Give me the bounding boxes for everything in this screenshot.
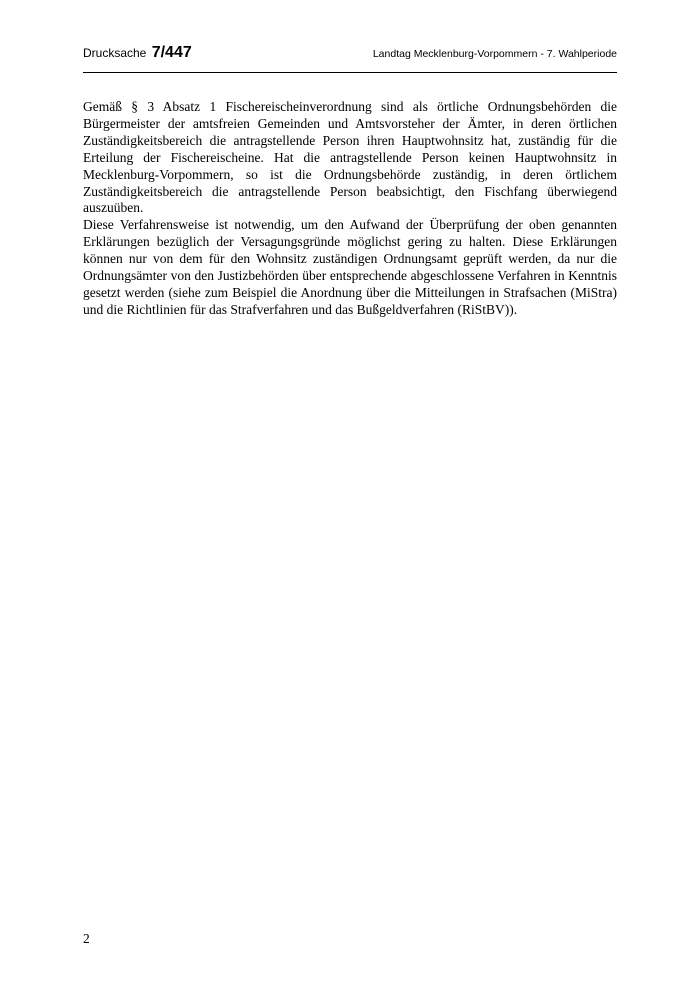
header-divider bbox=[83, 72, 617, 73]
drucksache-reference bbox=[83, 42, 192, 64]
drucksache-number: 7/447 bbox=[151, 44, 192, 61]
paragraph-responsibility: Gemäß § 3 Absatz 1 Fischereischeinverordnung sind als örtliche Ordnungsbehörden die Bürgermeister der amtsfreien Gemeinden und Amtsvorsteher der Ämter, in deren örtlichen Zuständigkeitsbereich die antragstellende Person ihren Hauptwohnsitz hat, zuständig für die Erteilung der Fischereischeine. Hat die antragstellende Person keinen Hauptwohnsitz in Mecklenburg-Vorpommern, so ist die Ordnungsbehörde zuständig, in deren örtlichem Zuständigkeitsbereich die antragstellende Person beabsichtigt, den Fischfang überwiegend auszuüben. bbox=[83, 99, 617, 216]
paragraph-procedure: Diese Verfahrensweise ist notwendig, um den Aufwand der Überprüfung der oben genannten Erklärungen bezüglich der Versagungsgründe möglichst gering zu halten. Diese Erklärungen können nur von dem für den Wohnsitz zuständigen Ordnungsamt geprüft werden, da nur die Ordnungsämter von den Justizbehörden über entsprechende abgeschlossene Verfahren in Kenntnis gesetzt werden (siehe zum Beispiel die Anordnung über die Mitteilungen in Strafsachen (MiStra) und die Richtlinien für das Strafverfahren und das Bußgeldverfahren (RiStBV)). bbox=[83, 217, 617, 317]
page-header bbox=[83, 42, 617, 64]
document-body bbox=[83, 99, 617, 319]
parliament-title: Landtag Mecklenburg-Vorpommern - 7. Wahlperiode bbox=[372, 48, 617, 60]
drucksache-label: Drucksache bbox=[83, 46, 147, 60]
page-number: 2 bbox=[83, 931, 90, 946]
